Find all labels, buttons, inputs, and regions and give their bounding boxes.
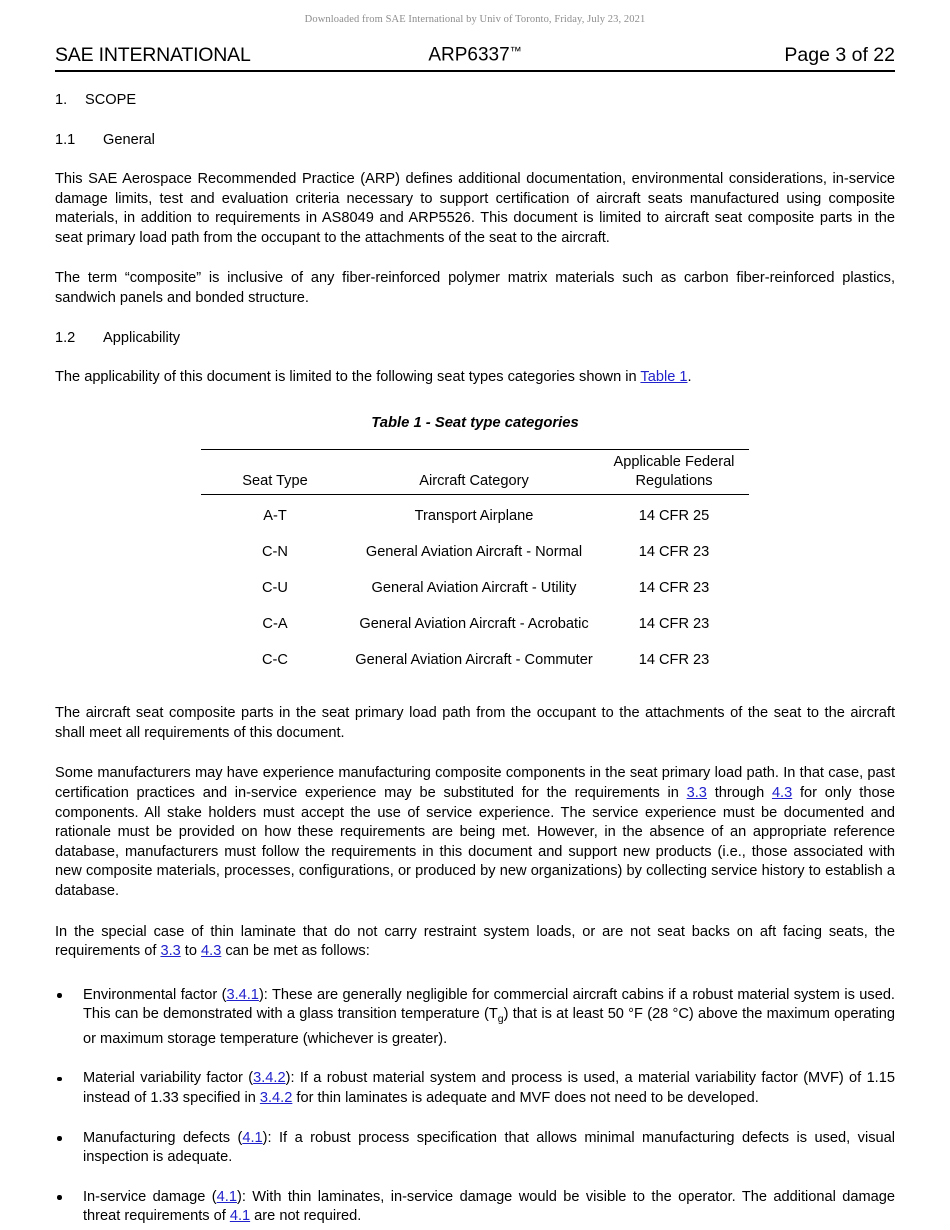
text-fragment: to [180,943,202,960]
header-page-number: Page 3 of 22 [784,44,895,66]
bullet-icon [57,1077,62,1082]
text-fragment: ): With thin laminates, in-service damage would be visible to the operator. The additional damage threat requirements of [83,1188,895,1225]
link-section-4-3[interactable]: 4.3 [201,943,222,960]
requirements-bullet-list [55,986,895,1227]
list-item [55,1188,895,1227]
cell-aircraft-category: Transport Airplane [414,508,534,525]
column-header-line-2: Regulations [635,472,713,489]
subsection-title: General [103,132,155,148]
text-fragment: Environmental factor ( [83,986,227,1003]
text-fragment: Some manufacturers may have experience manufacturing composite components in the seat primary load path. In that case, past certification practices and in-service experience may be substituted for the requirements in [55,765,895,801]
cell-regulation: 14 CFR 23 [638,616,710,633]
paragraph-thin-laminate [55,923,895,962]
column-header-aircraft-category: Aircraft Category [349,450,599,495]
cell-aircraft-category: General Aviation Aircraft - Normal [365,544,583,561]
table-row [201,642,749,678]
list-item [55,986,895,1050]
subsection-number: 1.2 [55,329,76,346]
list-item [55,1069,895,1108]
text-fragment: Manufacturing defects ( [83,1129,243,1146]
section-heading-scope [55,92,895,108]
list-item [55,1129,895,1168]
seat-type-categories-table [201,449,749,678]
paragraph-manufacturers-experience [55,764,895,901]
paragraph-composite-term: The term “composite” is inclusive of any fiber-reinforced polymer matrix materials such as carbon fiber-reinforced plastics, sandwich panels and bonded structure. [55,270,895,306]
cell-aircraft-category: General Aviation Aircraft - Utility [371,580,577,597]
table-caption: Table 1 - Seat type categories [371,415,579,432]
column-header-applicable-federal-regulations [599,450,749,495]
subsection-number: 1.1 [55,132,76,148]
link-section-3-4-2[interactable]: 3.4.2 [253,1070,286,1087]
header-organization: SAE INTERNATIONAL [55,44,251,66]
link-section-3-3[interactable]: 3.3 [686,784,707,801]
cell-seat-type: C-U [262,580,288,597]
link-section-4-1[interactable]: 4.1 [242,1129,263,1146]
cell-aircraft-category: General Aviation Aircraft - Commuter [355,652,593,669]
table-body [201,495,749,679]
download-watermark: Downloaded from SAE International by Univ of Toronto, Friday, July 23, 2021 [304,14,646,25]
text-fragment: through [706,784,772,801]
link-section-3-3[interactable]: 3.3 [160,943,181,960]
link-section-4-1[interactable]: 4.1 [229,1208,251,1225]
link-section-4-3[interactable]: 4.3 [771,784,793,801]
cell-regulation: 14 CFR 25 [638,508,710,525]
bullet-icon [57,1195,62,1200]
paragraph-general-body: This SAE Aerospace Recommended Practice (ARP) defines additional documentation, environmental considerations, in-service damage limits, test and evaluation criteria necessary to support certification of aircraft seats manufactured using composite materials, in addition to requirements in AS8049 and ARP5526. This document is limited to aircraft seat composite parts in the seat primary load path from the occupant to the attachments of the seat to the aircraft. [55,171,895,246]
cell-regulation: 14 CFR 23 [638,652,710,669]
link-section-4-1[interactable]: 4.1 [216,1188,237,1205]
column-header-line-1: Applicable Federal [613,454,735,471]
section-number: 1. [55,92,68,108]
running-header [55,44,895,72]
header-document-number [428,44,521,66]
paragraph-seat-parts: The aircraft seat composite parts in the seat primary load path from the occupant to the attachments of the seat to the aircraft shall meet all requirements of this document. [55,705,895,741]
document-body [55,92,895,1227]
table-header [201,450,749,495]
table-row [201,495,749,535]
text-fragment: ): If a robust process specification that allows minimal manufacturing defects is used, visual inspection is adequate. [83,1129,895,1166]
table-row [201,534,749,570]
text-fragment: In the special case of thin laminate that do not carry restraint system loads, or are not seat backs on aft facing seats, the requirements of [55,923,895,960]
table-row [201,570,749,606]
cell-seat-type: C-C [262,652,288,669]
cell-seat-type: C-A [262,616,288,633]
text-fragment: ): These are generally negligible for commercial aircraft cabins if a robust material system is used. This can be demonstrated with a glass transition temperature (T [83,986,895,1023]
subsection-title: Applicability [103,329,181,346]
text-fragment: In-service damage ( [83,1188,217,1205]
link-section-3-4-2[interactable]: 3.4.2 [259,1089,293,1106]
text-fragment: for thin laminates is adequate and MVF does not need to be developed. [292,1089,759,1106]
section-heading-applicability [55,330,895,346]
link-section-3-4-1[interactable]: 3.4.1 [226,986,259,1003]
cell-seat-type: A-T [263,508,287,525]
text-fragment: . [687,368,692,385]
cell-aircraft-category: General Aviation Aircraft - Acrobatic [359,616,589,633]
cell-seat-type: C-N [262,544,288,561]
table-row [201,606,749,642]
link-table-1[interactable]: Table 1 [640,368,688,385]
table-header-row [201,450,749,495]
cell-regulation: 14 CFR 23 [638,544,710,561]
text-fragment: ) that is at least 50 °F (28 °C) above the maximum operating or maximum storage temperature (whichever is greater). [83,1006,896,1047]
text-fragment: The applicability of this document is limited to the following seat types categories shown in [55,368,641,385]
header-document-number-text: ARP6337 [428,44,510,66]
bullet-icon [57,993,62,998]
section-heading-general [55,132,895,148]
text-fragment: Material variability factor ( [83,1070,254,1087]
text-fragment: can be met as follows: [221,943,370,960]
section-title: SCOPE [85,92,137,108]
paragraph-applicability-intro [55,368,895,388]
cell-regulation: 14 CFR 23 [638,580,710,597]
text-fragment: for only those components. All stake holders must accept the use of service experience. The service experience must be documented and rationale must be provided on how these requirements are being met. However, in the absence of an appropriate reference database, manufacturers must follow the requirements in this document and support new products (i.e., those associated with new composite materials, processes, configurations, or produced by new organizations) by collecting service history to establish a database. [55,784,895,899]
trademark-icon: ™ [509,44,522,58]
text-fragment: ): If a robust material system and process is used, a material variability factor (MVF) of 1.15 instead of 1.33 specified in [83,1070,895,1106]
column-header-seat-type: Seat Type [201,450,349,495]
bullet-icon [57,1136,62,1141]
subscript-g: g [497,1013,504,1026]
text-fragment: are not required. [250,1208,362,1225]
